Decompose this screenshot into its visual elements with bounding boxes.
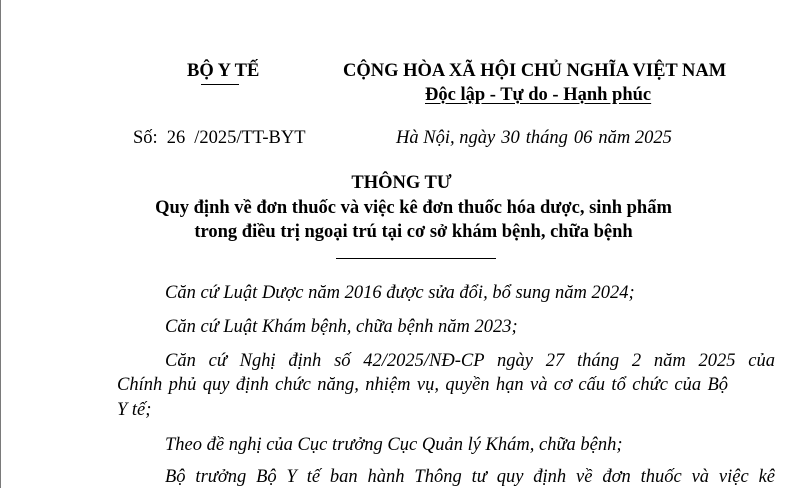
ministry-underline (201, 84, 239, 85)
ministry-name: BỘ Y TẾ (187, 61, 260, 81)
document-number-suffix: /2025/TT-BYT (194, 128, 306, 148)
issuance-clause: Bộ trưởng Bộ Y tế ban hành Thông tư quy định về đơn thuốc và việc kê (165, 467, 775, 487)
subject-underline (336, 258, 496, 259)
issue-year: năm 2025 (598, 128, 672, 148)
legal-basis-3-line-1: Căn cứ Nghị định số 42/2025/NĐ-CP ngày 27 tháng 2 năm 2025 của (165, 351, 775, 371)
legal-basis-3-line-3: Y tế; (117, 400, 152, 420)
document-number (133, 128, 306, 149)
issue-month: 06 (573, 128, 593, 148)
subject-line-2: trong điều trị ngoại trú tại cơ sở khám bệnh, chữa bệnh (194, 222, 633, 242)
document-number-prefix: Số: (133, 128, 158, 148)
legal-basis-3-line-2: Chính phủ quy định chức năng, nhiệm vụ, quyền hạn và cơ cấu tổ chức của Bộ (117, 375, 728, 395)
legal-basis-1: Căn cứ Luật Dược năm 2016 được sửa đổi, bổ sung năm 2024; (165, 283, 635, 303)
issue-day: 30 (501, 128, 520, 148)
subject-line-1: Quy định về đơn thuốc và việc kê đơn thuốc hóa dược, sinh phẩm (155, 198, 672, 218)
national-motto: Độc lập - Tự do - Hạnh phúc (425, 85, 652, 105)
legal-basis-2: Căn cứ Luật Khám bệnh, chữa bệnh năm 2023; (165, 317, 518, 337)
proposal-clause: Theo đề nghị của Cục trưởng Cục Quản lý Khám, chữa bệnh; (165, 435, 623, 455)
national-title: CỘNG HÒA XÃ HỘI CHỦ NGHĨA VIỆT NAM (343, 61, 727, 81)
document-type: THÔNG TƯ (351, 173, 452, 193)
place-date-prefix: Hà Nội, ngày (396, 128, 496, 148)
document-number-value: 26 (166, 128, 186, 148)
month-word: tháng (525, 128, 568, 148)
place-and-date (396, 128, 672, 149)
